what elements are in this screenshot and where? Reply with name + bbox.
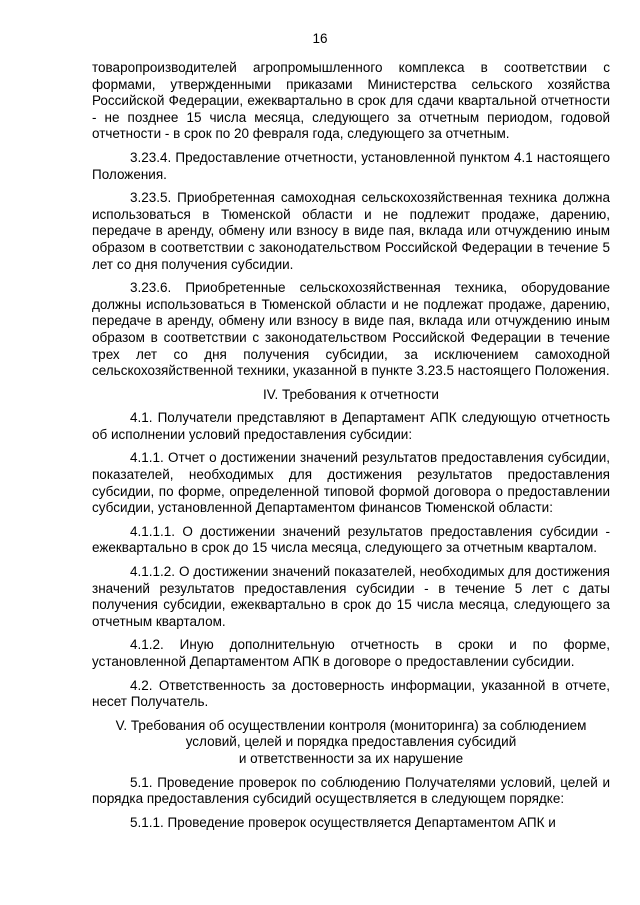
paragraph-4-1-1: 4.1.1. Отчет о достижении значений результатов предоставления субсидии, показателей, необходимых для достижения результатов предоставления субсидии, по форме, определенной типовой формой договора о предоставлении субсидии, установленной Департаментом финансов Тюменской области: [92,450,610,516]
paragraph-3-23-4: 3.23.4. Предоставление отчетности, установленной пунктом 4.1 настоящего Положения. [92,149,610,182]
paragraph-5-1: 5.1. Проведение проверок по соблюдению Получателями условий, целей и порядка предоставления субсидий осуществляется в следующем порядке: [92,774,610,807]
paragraph-4-1-1-2: 4.1.1.2. О достижении значений показателей, необходимых для достижения значений результатов предоставления субсидии - в течение 5 лет с даты получения субсидии, ежеквартально в срок до 15 числа месяца, следующего за отчетным кварталом. [92,564,610,629]
paragraph-4-1-1-1: 4.1.1.1. О достижении значений результатов предоставления субсидии - ежеквартально в срок до 15 числа месяца, следующего за отчетным кварталом. [92,523,610,556]
section-5-heading-line: V. Требования об осуществлении контроля (мониторинга) за соблюдением [115,717,587,733]
page-number: 16 [312,31,328,46]
paragraph-5-1-1: 5.1.1. Проведение проверок осуществляется Департаментом АПК и [130,814,556,830]
paragraph-3-23-6: 3.23.6. Приобретенные сельскохозяйственная техника, оборудование должны использоваться в Тюменской области и не подлежат продаже, дарению, передаче в аренду, обмену или взносу в виде пая, вклада или отчуждению иным образом в соответствии с законодательством Российской Федерации в течение трех лет со дня получения субсидии, за исключением самоходной сельскохозяйственной техники, указанной в пункте 3.23.5 настоящего Положения. [92,280,610,379]
paragraph-continuation: товаропроизводителей агропромышленного комплекса в соответствии с формами, утвержденными приказами Министерства сельского хозяйства Российской Федерации, ежеквартально в срок для сдачи квартальной отчетности - не позднее 15 числа месяца, следующего за отчетным периодом, годовой отчетности - в срок по 20 февраля года, следующего за отчетным. [92,60,610,142]
paragraph-3-23-5: 3.23.5. Приобретенная самоходная сельскохозяйственная техника должна использоваться в Тюменской области и не подлежит продаже, дарению, передаче в аренду, обмену или взносу в виде пая, вклада или отчуждению иным образом в соответствии с законодательством Российской Федерации в течение 5 лет со дня получения субсидии. [92,190,610,272]
section-5-heading-line: и ответственности за их нарушение [238,750,464,766]
section-5-heading [92,718,610,768]
paragraph-4-1-2: 4.1.2. Иную дополнительную отчетность в сроки и по форме, установленной Департаментом АПК в договоре о предоставлении субсидии. [92,637,610,669]
section-4-heading: IV. Требования к отчетности [263,386,439,402]
section-5-heading-line: условий, целей и порядка предоставления субсидий [185,734,517,750]
paragraph-4-1: 4.1. Получатели представляют в Департамент АПК следующую отчетность об исполнении условий предоставления субсидии: [92,410,610,442]
paragraph-4-2: 4.2. Ответственность за достоверность информации, указанной в отчете, несет Получатель. [92,677,610,710]
document-body [92,60,610,838]
